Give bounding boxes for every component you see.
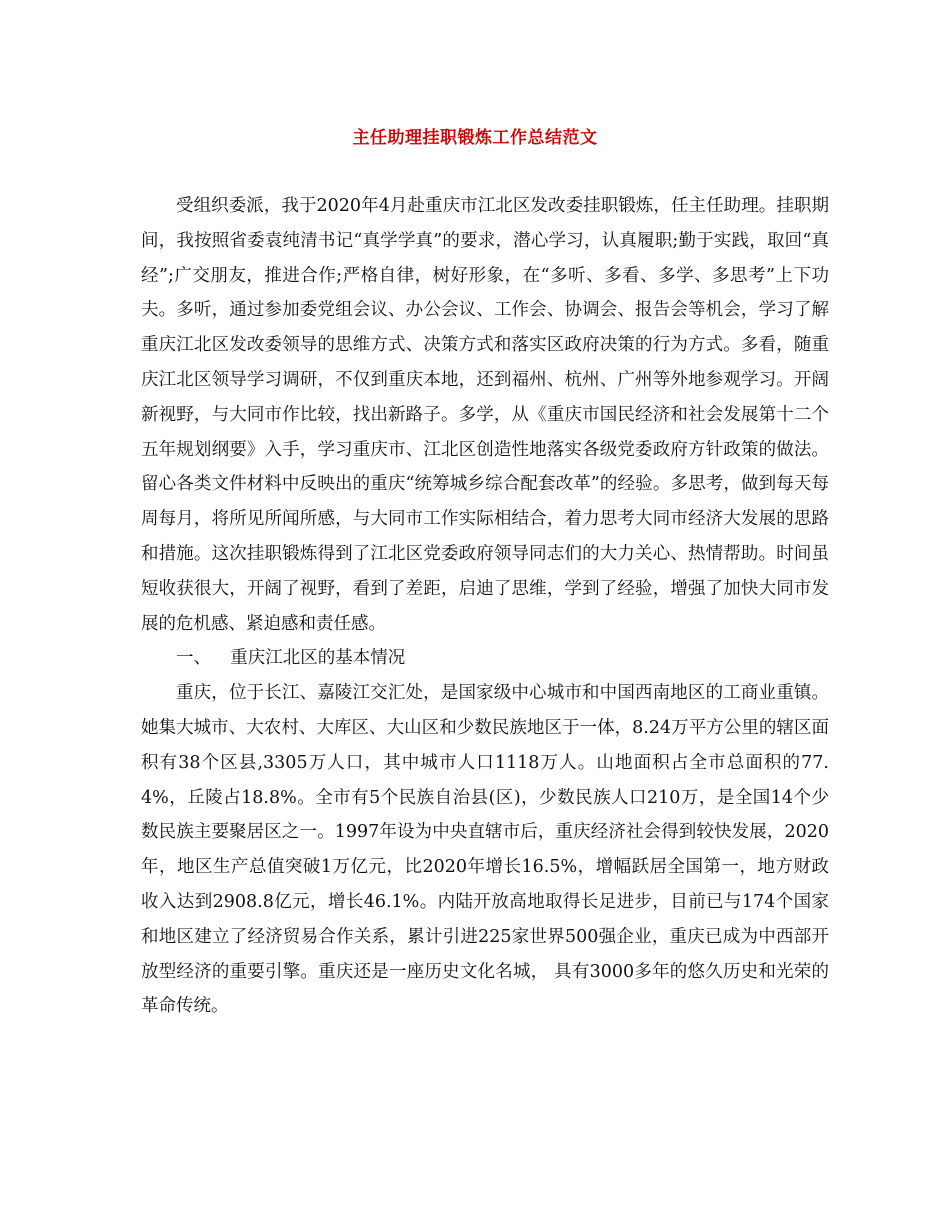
document-title: 主任助理挂职锻炼工作总结范文 xyxy=(352,128,598,148)
section-title: 重庆江北区的基本情况 xyxy=(230,648,406,669)
section-number: 一、 xyxy=(176,648,211,669)
intro-paragraph: 受组织委派，我于2020年4月赴重庆市江北区发改委挂职锻炼，任主任助理。挂职期间，我按照省委袁纯清书记“真学学真”的要求，潜心学习，认真履职;勤于实践，取回“真经”;广交朋友，推进合作;严格自律，树好形象，在“多听、多看、多学、多思考”上下功夫。多听，通过参加委党组会议、办公会议、工作会、协调会、报告会等机会，学习了解重庆江北区发改委领导的思维方式、决策方式和落实区政府决策的行为方式。多看，随重庆江北区领导学习调研，不仅到重庆本地，还到福州、杭州、广州等外地参观学习。开阔新视野，与大同市作比较，找出新路子。多学，从《重庆市国民经济和社会发展第十二个五年规划纲要》入手，学习重庆市、江北区创造性地落实各级党委政府方针政策的做法。留心各类文件材料中反映出的重庆“统筹城乡综合配套改革”的经验。多思考，做到每天每周每月，将所见所闻所感，与大同市工作实际相结合，着力思考大同市经济大发展的思路和措施。这次挂职锻炼得到了江北区党委政府领导同志们的大力关心、热情帮助。时间虽短收获很大，开阔了视野，看到了差距，启迪了思维，学到了经验，增强了加快大同市发展的危机感、紧迫感和责任感。 xyxy=(141,196,829,634)
document-body xyxy=(141,189,829,1024)
section-heading xyxy=(141,641,829,676)
section-paragraph: 重庆，位于长江、嘉陵江交汇处，是国家级中心城市和中国西南地区的工商业重镇。她集大城市、大农村、大库区、大山区和少数民族地区于一体，8.24万平方公里的辖区面积有38个区县,3305万人口，其中城市人口1118万人。山地面积占全市总面积的77.4%，丘陵占18.8%。全市有5个民族自治县(区)，少数民族人口210万，是全国14个少数民族主要聚居区之一。1997年设为中央直辖市后，重庆经济社会得到较快发展，2020年，地区生产总值突破1万亿元，比2020年增长16.5%，增幅跃居全国第一，地方财政收入达到2908.8亿元，增长46.1%。内陆开放高地取得长足进步，目前已与174个国家和地区建立了经济贸易合作关系，累计引进225家世界500强企业，重庆已成为中西部开放型经济的重要引擎。重庆还是一座历史文化名城， 具有3000多年的悠久历史和光荣的革命传统。 xyxy=(141,683,829,1017)
